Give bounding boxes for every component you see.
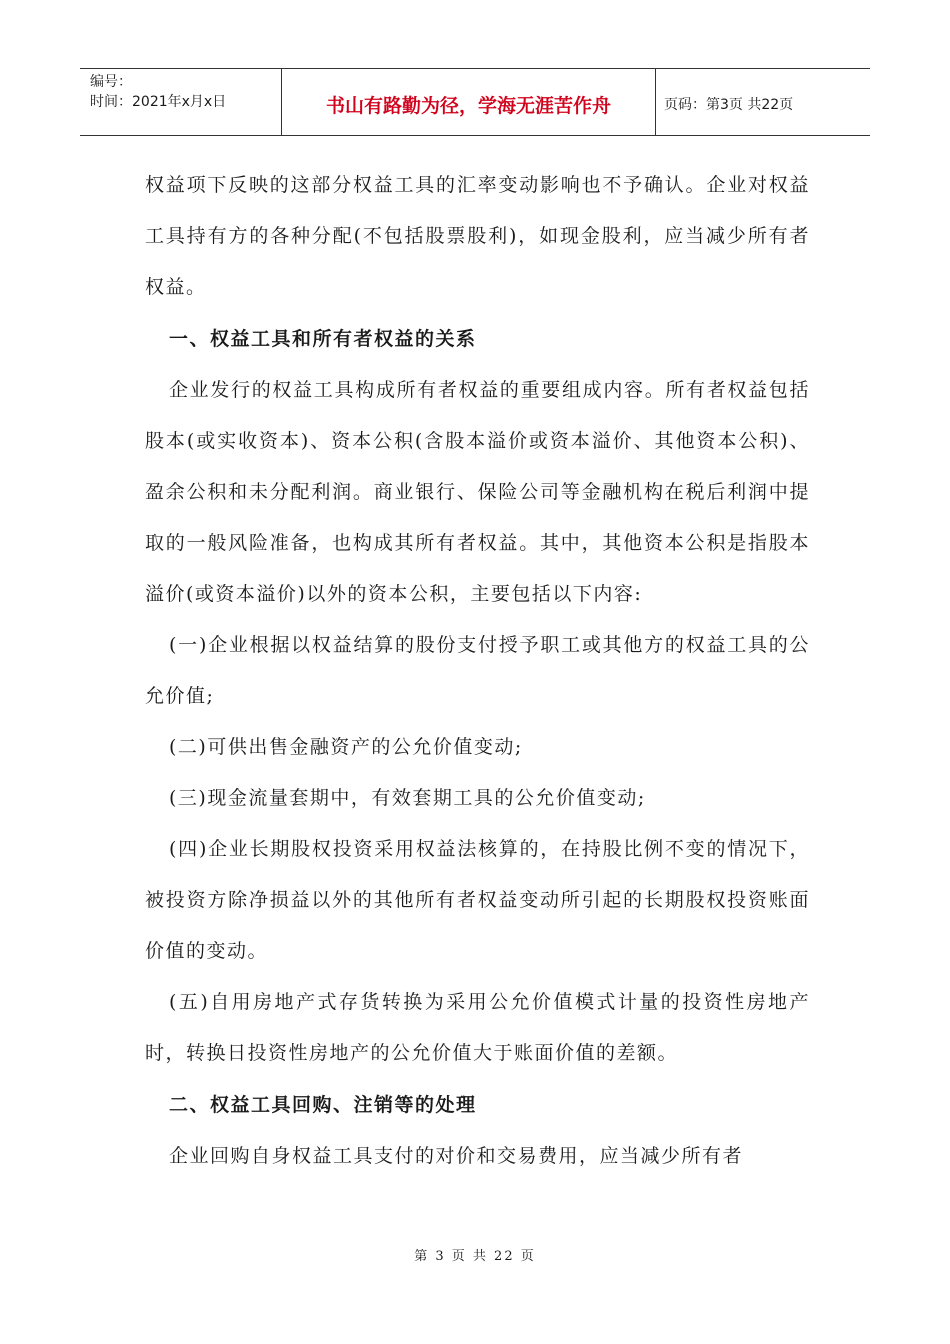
document-time-label: 时间：2021年x月x日 <box>90 94 227 110</box>
document-body <box>145 160 810 1182</box>
header-motto: 书山有路勤为径，学海无涯苦作舟 <box>282 69 656 135</box>
list-item-4: (四)企业长期股权投资采用权益法核算的，在持股比例不变的情况下，被投资方除净损益以外的其他所有者权益变动所引起的长期股权投资账面价值的变动。 <box>145 838 810 962</box>
list-item-5: (五)自用房地产式存货转换为采用公允价值模式计量的投资性房地产时，转换日投资性房地产的公允价值大于账面价值的差额。 <box>145 991 810 1064</box>
paragraph-continuation: 权益项下反映的这部分权益工具的汇率变动影响也不予确认。企业对权益工具持有方的各种分配(不包括股票股利)，如现金股利，应当减少所有者权益。 <box>145 174 810 298</box>
list-item-3: (三)现金流量套期中，有效套期工具的公允价值变动; <box>169 787 646 809</box>
document-code-label: 编号： <box>90 74 132 90</box>
paragraph-buyback: 企业回购自身权益工具支付的对价和交易费用，应当减少所有者 <box>169 1145 744 1167</box>
page-footer: 第 3 页 共 22 页 <box>414 1249 536 1264</box>
section-heading-2: 二、权益工具回购、注销等的处理 <box>169 1094 477 1116</box>
section-heading-1: 一、权益工具和所有者权益的关系 <box>169 328 477 350</box>
header-meta <box>80 69 282 135</box>
page-header <box>80 68 870 136</box>
list-item-2: (二)可供出售金融资产的公允价值变动; <box>169 736 523 758</box>
list-item-1: (一)企业根据以权益结算的股份支付授予职工或其他方的权益工具的公允价值; <box>145 634 810 707</box>
paragraph-equity-relation: 企业发行的权益工具构成所有者权益的重要组成内容。所有者权益包括股本(或实收资本)、资本公积(含股本溢价或资本溢价、其他资本公积)、盈余公积和未分配利润。商业银行、保险公司等金融机构在税后利润中提取的一般风险准备，也构成其所有者权益。其中，其他资本公积是指股本溢价(或资本溢价)以外的资本公积，主要包括以下内容: <box>145 379 810 605</box>
header-page-info: 页码：第3页 共22页 <box>664 97 794 113</box>
